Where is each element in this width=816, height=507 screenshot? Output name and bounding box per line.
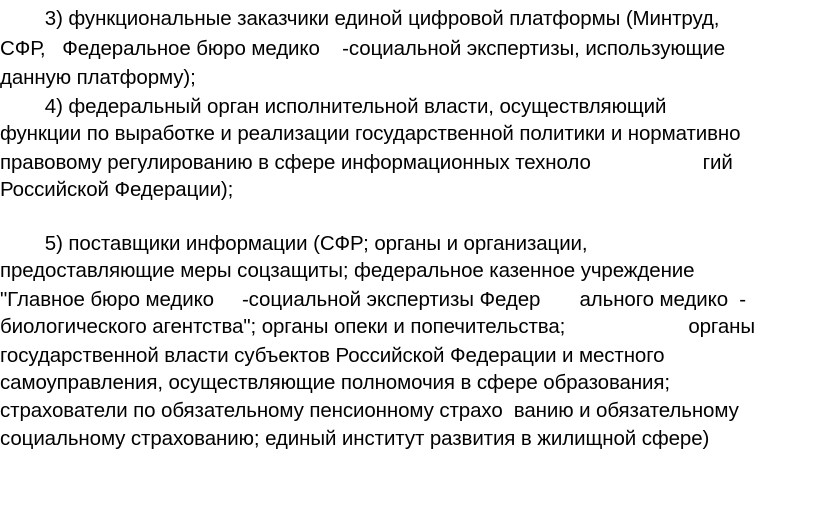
text-line-14: страхователи по обязательному пенсионному страхо ванию и обязательному	[0, 399, 739, 422]
text-line-3: данную платформу);	[0, 66, 196, 89]
text-line-10: "Главное бюро медико -социальной экспертизы Федер ального медико -	[0, 288, 746, 311]
text-line-7: Российской Федерации);	[0, 178, 234, 201]
text-line-8: 5) поставщики информации (СФР; органы и организации,	[0, 232, 588, 255]
text-line-6: правовому регулированию в сфере информационных техноло гий	[0, 151, 733, 174]
text-line-2: СФР, Федеральное бюро медико -социальной экспертизы, использующие	[0, 37, 726, 60]
text-line-13: самоуправления, осуществляющие полномочия в сфере образования;	[0, 371, 670, 394]
text-line-5: функции по выработке и реализации государственной политики и нормативно	[0, 122, 741, 145]
text-line-15: социальному страхованию; единый институт развития в жилищной сфере)	[0, 427, 710, 450]
text-line-9: предоставляющие меры соцзащиты; федеральное казенное учреждение	[0, 259, 695, 282]
text-line-1: 3) функциональные заказчики единой цифровой платформы (Минтруд,	[0, 7, 720, 30]
text-line-4: 4) федеральный орган исполнительной власти, осуществляющий	[0, 95, 667, 118]
text-line-11: биологического агентства"; органы опеки и попечительства; органы	[0, 315, 756, 338]
text-line-12: государственной власти субъектов Российской Федерации и местного	[0, 344, 665, 367]
